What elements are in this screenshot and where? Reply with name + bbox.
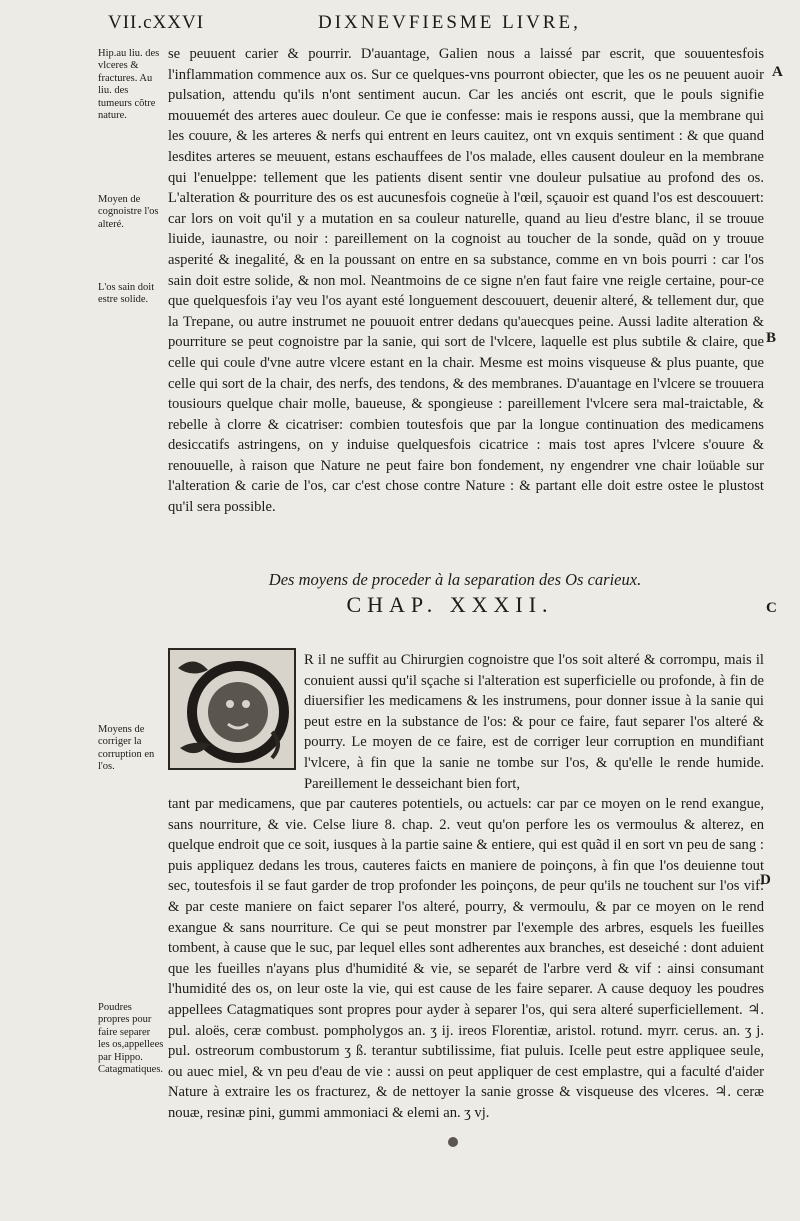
book-title: DIXNEVFIESME LIVRE, [318, 12, 581, 33]
margin-letter-c: C [766, 600, 777, 616]
margin-note-os-sain: L'os sain doit estre solide. [98, 282, 155, 306]
chapter-body-paragraph: tant par medicamens, que par cauteres potentiels, ou actuels: car par ce moyen on le rend exangue, sans nourriture, & vie. Celse liure 8. chap. 2. veut qu'on perfore les os vermoulus & alterez, en quelque endroit que ce soit, iusques à la partie saine & entiere, qui est quãd il en sort vn peu de sang : puis appliquez dedans les trous, cauteres faicts en maniere de poinçons, à fin que l'os deuienne tout sec, toutesfois il se faut garder de trop profonder les poinçons, de peur qu'ils ne touchent sur l'os vif: & par ceste maniere on faict separer l'os alteré, pourry, & vermoulu, & par ce moyen on le rend exangue & sans nourriture. Ce qui se peut monstrer par l'exemple des arbres, esquels les fueilles tombent, à cause que le suc, par lequel elles sont adherentes aux branches, est deseiché : dont aduient que les fueilles n'ayans plus d'humidité & vie, se separét de l'arbre verd & vif : ainsi consumant l'humidité des os, on leur oste la vie, qui est cause de les faire separer. A cause dequoy les poudres appellees Catagmatiques sont propres pour ayder à separer l'os, qui sera alteré superficiellement. ♃. pul. aloës, ceræ combust. pompholygos an. ʒ ij. ireos Florentiæ, aristol. rotund. myrr. cerus. an. ʒ j. pul. ostreorum combustorum ʒ ß. terantur subtilissime, fiat puluis. Icelle peut estre appliquee seule, ou auec miel, & vn peu d'eau de vie : aussi on peut appliquer de cest emplastre, qui a faculté d'aider Nature à extraire les os fracturez, & de nettoyer la sanie grosse & visqueuse des vlceres. ♃. ceræ nouæ, resinæ pini, gummi ammoniaci & elemi an. ʒ vj. [168, 796, 764, 1121]
body-paragraph: se peuuent carier & pourrir. D'auantage, Galien nous a laissé par escrit, que souuentesfois l'inflammation commence aux os. Sur ce quelques-vns pourront obiecter, que les os ne peuuent auoir pulsation, attendu qu'ils n'ont sentiment aucun. Car les anciés ont escrit, que le pouls signifie mouuemét des arteres auec douleur. Ce que ie confesse: mais ie respons aussi, que la membrane qui les couure, & les arteres & nerfs qui entrent en leurs cauitez, ont vn exquis sentiment : & que quand lesdites arteres se meuuent, estans eschauffees de l'os malade, elles causent douleur en la membrane qui l'enuelppe: tellement que les patients disent sentir vne douleur pulsatiue au profond des os. L'alteration & pourriture des os est aucunesfois cogneüe à l'œil, sçauoir est quand l'os est descouuert: car lors on voit qu'il y a mutation en sa couleur naturelle, quand au lieu d'estre blanc, il se trouue liuide, iaunastre, ou noir : pareillement on la cognoist au toucher de la sonde, quãd on y trouue asperité & inegalité, & en la poussant on entre en sa substance, comme en vn bois pourri : car l'os sain doit estre solide, & non mol. Neantmoins de ce signe n'en faut faire vne reigle certaine, pour-ce que quelquesfois i'ay veu l'os ayant esté longuement descouuert, deuenir alteré, & tellement dur, que la Trepane, ou autre instrumet ne pouuoit entrer dedans qu'auecques peine. Aussi ladite alteration & pourriture se peut cognoistre par la sanie, qui sort de l'vlcere, laquelle est plus subtile & claire, que celle qui coule d'vne autre vlcere estant en la chair. Mesme est moins visqueuse & plus puante, que celle qui sort de la chair, des nerfs, des tendons, & des membranes. D'auantage en l'vlcere se trouuera tousiours quelque chair molle, baueuse, & spongieuse : pareillement l'vlcere sera mal-traictable, & rebelle à clorre & cicatriser: combien toutesfois que par la longue continuation des medicamens desiccatifs astringens, on y induise quelquesfois cicatrice : mais tost apres l'vlcere s'ouure & renouuelle, à raison que Nature ne peut faire bon fondement, ny engendrer vne chair loüable sur l'alteration & carie de l'os, car c'est chose contre Nature : & partant elle doit estre ostee le plustost qu'il sera possible. [168, 46, 764, 516]
ornamental-initial-icon [168, 648, 296, 770]
page-ornament-dot [448, 1137, 458, 1147]
main-text-block [168, 44, 764, 518]
page-number: VII.cXXVI [108, 12, 205, 33]
chapter-lead-text [304, 650, 764, 794]
margin-note-corriger: Moyens de corriger la corruption en l'os. [98, 724, 155, 773]
chapter-lead-paragraph: R il ne suffit au Chirurgien cognoistre que l'os soit alteré & corrompu, mais il conuient aussi qu'il sçache si l'alteration est superficielle ou profonde, à fin de diuersifier les medicamens & les instrumens, pour donner issue à la sanie qui peut estre en la substance de l'os: & pour ce faire, faut separer l'os alteré & pourry. Le moyen de ce faire, est de corriger leur corruption en mundifiant l'vlcere, à fin que la sanie ne tombe sur l'os, & qu'elle le rende humide. Pareillement le desseichant bien fort, [304, 652, 764, 792]
margin-letter-d: D [760, 872, 771, 888]
margin-note-poudres: Poudres propres pour faire separer les os,appellees par Hippo. Catagmatiques. [98, 1002, 164, 1076]
chapter-body-text [168, 794, 764, 1124]
chapter-number: CHAP. XXXII. [346, 592, 554, 617]
margin-letter-a: A [772, 64, 783, 80]
margin-note-moyen-cognoistre: Moyen de cognoistre l'os alteré. [98, 194, 159, 230]
running-header [108, 12, 788, 40]
margin-letter-b: B [766, 330, 777, 346]
margin-note-hippocrates: Hip.au liu. des vlceres & fractures. Au liu. des tumeurs cõtre nature. [98, 48, 160, 122]
chapter-title: Des moyens de proceder à la separation des Os carieux. [268, 570, 642, 589]
